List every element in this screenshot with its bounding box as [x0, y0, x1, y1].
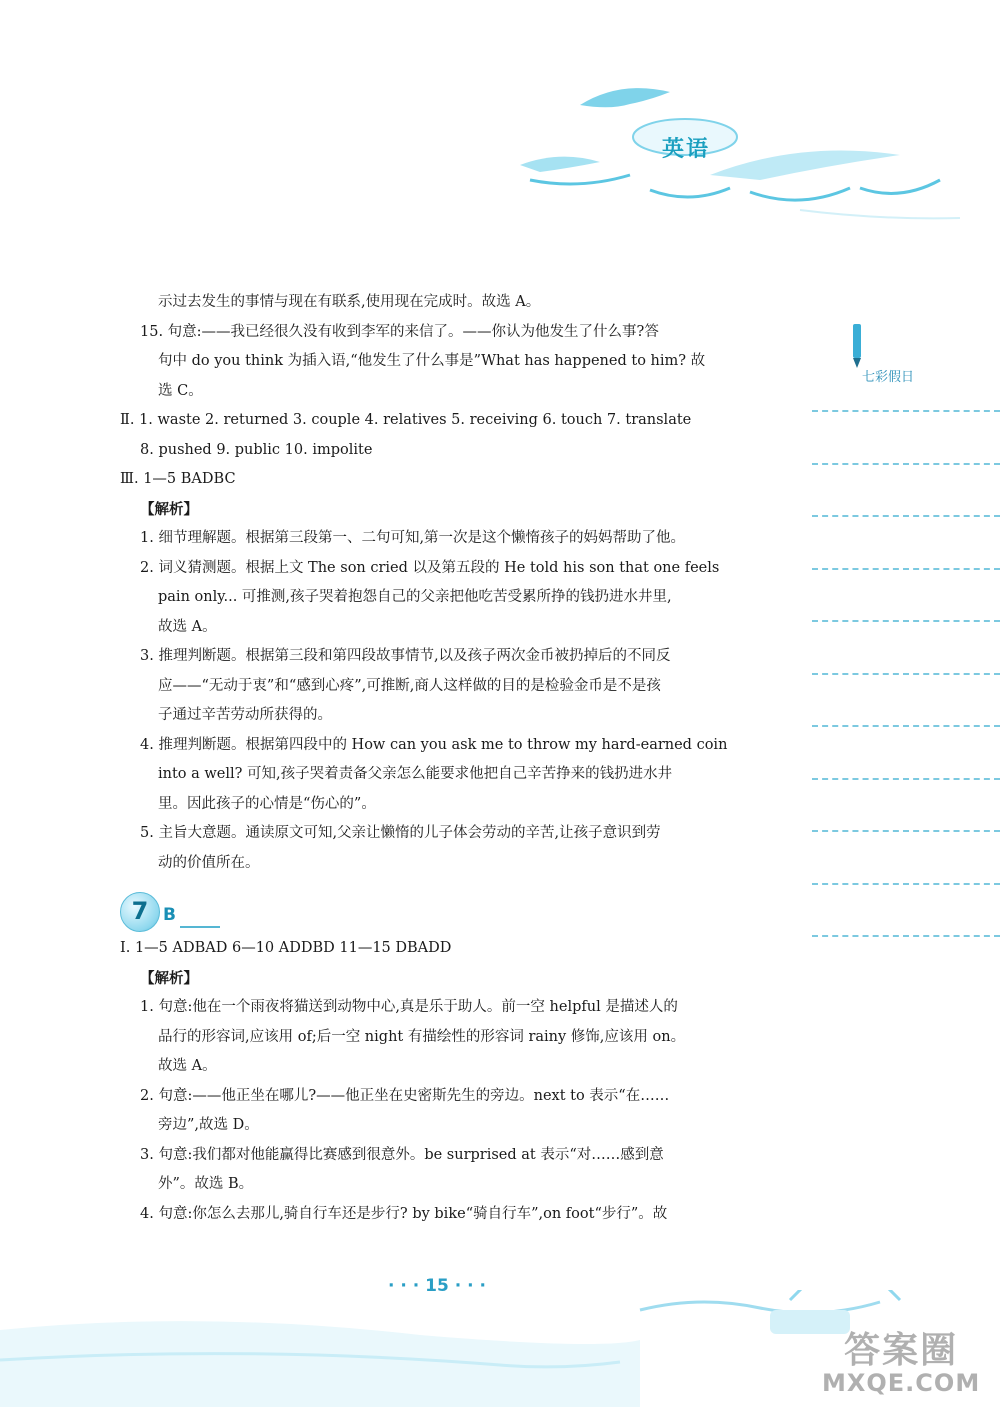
text-line: 8. pushed 9. public 10. impolite	[140, 441, 373, 458]
note-line	[812, 725, 1000, 727]
text-line: 5. 主旨大意题。通读原文可知,父亲让懒惰的儿子体会劳动的辛苦,让孩子意识到劳	[140, 825, 661, 841]
text-line: 旁边”,故选 D。	[158, 1117, 259, 1133]
text-line: 4. 句意:你怎么去那儿,骑自行车还是步行? by bike“骑自行车”,on foot“步行”。故	[140, 1205, 668, 1222]
analysis-heading: 【解析】	[140, 500, 198, 518]
text-line: Ⅰ. 1—5 ADBAD 6—10 ADDBD 11—15 DBADD	[120, 940, 452, 956]
answer-content	[120, 288, 750, 1229]
badge-underline	[180, 926, 220, 928]
pencil-icon	[846, 322, 868, 372]
text-line: 2. 词义猜测题。根据上文 The son cried 以及第五段的 He told his son that one feels	[140, 559, 720, 576]
text-line: 4. 推理判断题。根据第四段中的 How can you ask me to throw my hard-earned coin	[140, 736, 728, 753]
text-line: 故选 A。	[158, 1058, 217, 1074]
text-line: 2. 句意:——他正坐在哪儿?——他正坐在史密斯先生的旁边。next to 表示“在……	[140, 1087, 670, 1104]
note-line	[812, 463, 1000, 465]
note-line	[812, 830, 1000, 832]
watermark	[822, 1322, 980, 1397]
note-line	[812, 515, 1000, 517]
text-line: Ⅱ. 1. waste 2. returned 3. couple 4. relatives 5. receiving 6. touch 7. translate	[120, 412, 692, 428]
text-line: pain only... 可推测,孩子哭着抱怨自己的父亲把他吃苦受累所挣的钱扔进水井里,	[158, 589, 672, 605]
page-number: · · · 15 · · ·	[388, 1276, 486, 1296]
text-line: 选 C。	[158, 382, 203, 399]
section-number: 7	[120, 892, 160, 932]
header-decoration	[500, 70, 970, 240]
text-line: 示过去发生的事情与现在有联系,使用现在完成时。故选 A。	[158, 294, 541, 310]
watermark-sub: MXQE.COM	[822, 1369, 981, 1397]
text-line: 动的价值所在。	[158, 854, 260, 871]
note-line	[812, 620, 1000, 622]
text-line: 里。因此孩子的心情是“伤心的”。	[158, 795, 376, 812]
subject-title: 英语	[662, 137, 711, 162]
text-line: 15. 句意:——我已经很久没有收到李军的来信了。——你认为他发生了什么事?答	[140, 323, 659, 340]
text-line: Ⅲ. 1—5 BADBC	[120, 471, 236, 487]
note-line	[812, 935, 1000, 937]
text-line: 句中 do you think 为插入语,“他发生了什么事是”What has happened to him? 故	[158, 353, 706, 369]
text-line: 1. 句意:他在一个雨夜将猫送到动物中心,真是乐于助人。前一空 helpful 是描述人的	[140, 999, 678, 1015]
watermark-main: 答案圈	[844, 1330, 959, 1371]
text-line: 故选 A。	[158, 618, 217, 635]
text-line: 3. 句意:我们都对他能赢得比赛感到很意外。be surprised at 表示“对……感到意	[140, 1146, 664, 1163]
text-line: into a well? 可知,孩子哭着责备父亲怎么能要求他把自己辛苦挣来的钱扔进水井	[158, 766, 673, 782]
text-line: 应——“无动于衷”和“感到心疼”,可推断,商人这样做的目的是检验金币是不是孩	[158, 677, 661, 694]
analysis-heading: 【解析】	[140, 969, 198, 987]
notes-sidebar	[808, 318, 1000, 1268]
text-line: 3. 推理判断题。根据第三段和第四段故事情节,以及孩子两次金币被扔掉后的不同反	[140, 648, 671, 664]
note-line	[812, 568, 1000, 570]
text-line: 1. 细节理解题。根据第三段第一、二句可知,第一次是这个懒惰孩子的妈妈帮助了他。	[140, 530, 686, 546]
note-line	[812, 883, 1000, 885]
note-line	[812, 673, 1000, 675]
note-line	[812, 410, 1000, 412]
text-line: 子通过辛苦劳动所获得的。	[158, 707, 332, 723]
text-line: 品行的形容词,应该用 of;后一空 night 有描绘性的形容词 rainy 修饰,应该用 on。	[158, 1028, 686, 1045]
section-badge	[120, 882, 750, 932]
text-line: 外”。故选 B。	[158, 1176, 254, 1192]
note-line	[812, 778, 1000, 780]
section-letter: B	[163, 904, 176, 925]
sidebar-label: 七彩假日	[862, 370, 915, 385]
